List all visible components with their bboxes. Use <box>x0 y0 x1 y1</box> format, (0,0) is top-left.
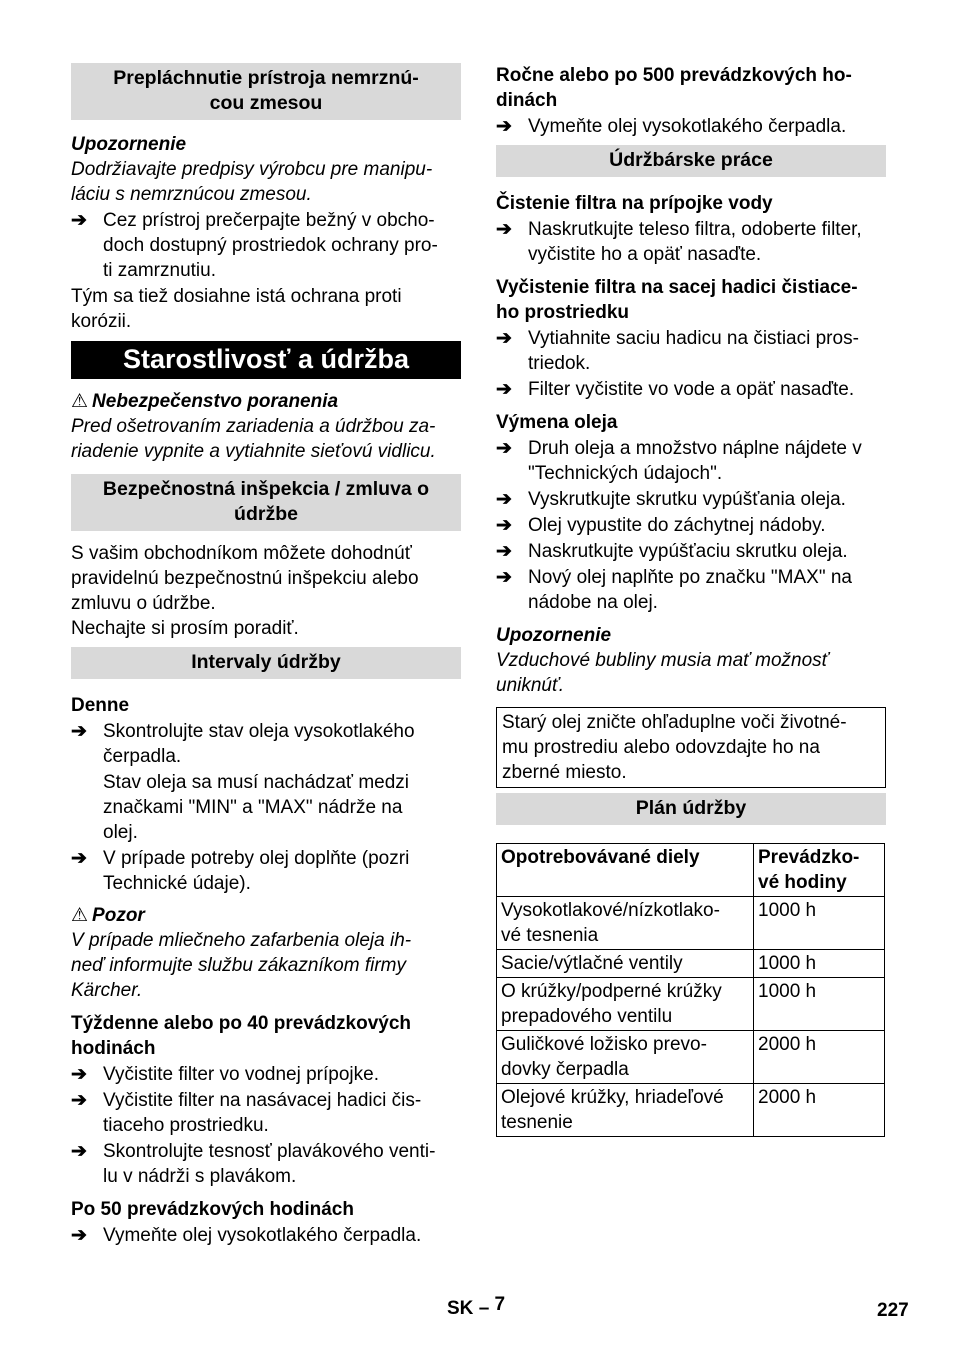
h50-bullet: ➔ Vymeňte olej vysokotlakého čerpadla. <box>71 1225 422 1246</box>
daily-bullet-2: ➔ V prípade potreby olej doplňte (pozri Technické údaje). <box>71 848 410 894</box>
note-label: Upozornenie <box>71 134 187 155</box>
plan-heading: Plán údržby <box>496 793 886 825</box>
suction-label: Vyčistenie filtra na sacej hadici čistiace- ho prostriedku <box>496 277 858 323</box>
arrow-icon: ➔ <box>71 1141 87 1162</box>
danger-heading: ⚠ Nebezpečenstvo poranenia <box>71 391 339 412</box>
arrow-icon: ➔ <box>496 328 512 349</box>
table-cell: 2000 h <box>754 1031 885 1084</box>
footer-section <box>447 1296 505 1321</box>
frost-heading-line1: Prepláchnutie prístroja nemrznú- <box>113 67 419 89</box>
left-column <box>71 63 461 1249</box>
frost-heading-line2: cou zmesou <box>209 92 323 114</box>
frost-heading <box>71 63 461 120</box>
right-column <box>496 63 886 1137</box>
arrow-icon: ➔ <box>496 379 512 400</box>
arrow-icon: ➔ <box>71 1225 87 1246</box>
oil-bullet-1: ➔ Druh oleja a množstvo náplne nájdete v "Technických údajoch". <box>496 438 862 484</box>
caution-text: V prípade mliečneho zafarbenia oleja ih- neď informujte službu zákazníkom firmy Kärcher. <box>71 930 412 1001</box>
intervals-heading: Intervaly údržby <box>71 647 461 679</box>
arrow-icon: ➔ <box>496 567 512 588</box>
arrow-icon: ➔ <box>496 116 512 137</box>
frost-after: Tým sa tiež dosiahne istá ochrana proti korózii. <box>71 286 402 332</box>
oil-bullet-5: ➔ Nový olej naplňte po značku "MAX" na nádobe na olej. <box>496 567 853 613</box>
frost-bullet-text: Cez prístroj prečerpajte bežný v obcho- doch dostupný prostriedok ochrany pro- ti zamrznutiu. <box>103 210 438 281</box>
table-cell: 2000 h <box>754 1084 885 1137</box>
suction-bullet-1: ➔ Vytiahnite saciu hadicu na čistiaci pros- triedok. <box>496 328 859 374</box>
table-cell: Olejové krúžky, hriadeľové tesnenie <box>497 1084 754 1137</box>
inspection-text: S vašim obchodníkom môžete dohodnúť pravidelnú bezpečnostnú inšpekciu alebo zmluvu o údržbe. <box>71 543 419 614</box>
daily-bullet-1: ➔ Skontrolujte stav oleja vysokotlakého čerpadla. <box>71 721 415 767</box>
suction-bullet-2: ➔ Filter vyčistite vo vode a opäť nasaďte. <box>496 379 855 400</box>
footer-lang: SK <box>447 1298 474 1319</box>
arrow-icon: ➔ <box>496 219 512 240</box>
arrow-icon: ➔ <box>71 210 87 231</box>
oil-bullet-3: ➔ Olej vypustite do záchytnej nádoby. <box>496 515 826 536</box>
note-label-right: Upozornenie <box>496 625 612 646</box>
arrow-icon: ➔ <box>496 541 512 562</box>
table-cell: Sacie/výtlačné ventily <box>497 950 754 978</box>
note-text-right: Vzduchové bubliny musia mať možnosť uniknúť. <box>496 650 829 696</box>
arrow-icon: ➔ <box>496 515 512 536</box>
page-number: 227 <box>877 1300 909 1321</box>
table-cell: 1000 h <box>754 978 885 1031</box>
table-header-cell: Prevádzko- vé hodiny <box>754 844 885 897</box>
arrow-icon: ➔ <box>496 489 512 510</box>
inspection-heading: Bezpečnostná inšpekcia / zmluva o údržbe <box>71 474 461 531</box>
caution-heading: ⚠ Pozor <box>71 905 145 926</box>
weekly-label: Týždenne alebo po 40 prevádzkových hodinách <box>71 1013 411 1059</box>
table-row <box>497 897 885 950</box>
table-row <box>497 1084 885 1137</box>
oil-label: Výmena oleja <box>496 412 618 433</box>
table-row <box>497 978 885 1031</box>
warning-triangle-icon: ⚠ <box>71 905 89 926</box>
footer-section-page: 7 <box>494 1294 506 1315</box>
arrow-icon: ➔ <box>71 721 87 742</box>
daily-label: Denne <box>71 695 130 716</box>
maintenance-heading: Údržbárske práce <box>496 145 886 177</box>
oil-bullet-4: ➔ Naskrutkujte vypúšťaciu skrutku oleja. <box>496 541 848 562</box>
filter-label: Čistenie filtra na prípojke vody <box>496 193 773 214</box>
table-cell: O krúžky/podperné krúžky prepadového ventilu <box>497 978 754 1031</box>
table-header-row <box>497 844 885 897</box>
warning-triangle-icon: ⚠ <box>71 391 89 412</box>
inspection-text2: Nechajte si prosím poradiť. <box>71 618 299 639</box>
table-row <box>497 950 885 978</box>
environment-notice-box: Starý olej zničte ohľaduplne voči životné- mu prostrediu alebo odovzdajte ho na zberné miesto. <box>496 707 886 788</box>
weekly-bullet-2: ➔ Vyčistite filter na nasávacej hadici čis- tiaceho prostriedku. <box>71 1090 422 1136</box>
h50-label: Po 50 prevádzkových hodinách <box>71 1199 354 1220</box>
frost-bullet <box>71 208 461 283</box>
main-heading: Starostlivosť a údržba <box>71 341 461 379</box>
table-cell: Vysokotlakové/nízkotlako- vé tesnenia <box>497 897 754 950</box>
yearly-label: Ročne alebo po 500 prevádzkových ho- dinách <box>496 65 852 111</box>
filter-bullet: ➔ Naskrutkujte teleso filtra, odoberte filter, vyčistite ho a opäť nasaďte. <box>496 219 862 265</box>
maintenance-table <box>496 843 885 1137</box>
arrow-icon: ➔ <box>496 438 512 459</box>
table-cell: 1000 h <box>754 950 885 978</box>
oil-bullet-2: ➔ Vyskrutkujte skrutku vypúšťania oleja. <box>496 489 846 510</box>
yearly-bullet: ➔ Vymeňte olej vysokotlakého čerpadla. <box>496 116 847 137</box>
table-row <box>497 1031 885 1084</box>
arrow-icon: ➔ <box>71 1064 87 1085</box>
weekly-bullet-3: ➔ Skontrolujte tesnosť plavákového venti- lu v nádrži s plavákom. <box>71 1141 436 1187</box>
danger-text: Pred ošetrovaním zariadenia a údržbou za- riadenie vypnite a vytiahnite sieťovú vidlicu. <box>71 416 436 462</box>
daily-bullet-1-cont: Stav oleja sa musí nachádzať medzi značkami "MIN" a "MAX" nádrže na olej. <box>103 772 410 843</box>
footer-dash: – <box>478 1298 490 1319</box>
arrow-icon: ➔ <box>71 848 87 869</box>
weekly-bullet-1: ➔ Vyčistite filter vo vodnej prípojke. <box>71 1064 379 1085</box>
table-cell: Guličkové ložisko prevo- dovky čerpadla <box>497 1031 754 1084</box>
arrow-icon: ➔ <box>71 1090 87 1111</box>
table-cell: 1000 h <box>754 897 885 950</box>
note-text: Dodržiavajte predpisy výrobcu pre manipu- láciu s nemrznúcou zmesou. <box>71 159 433 205</box>
table-header-cell: Opotrebovávané diely <box>497 844 754 897</box>
